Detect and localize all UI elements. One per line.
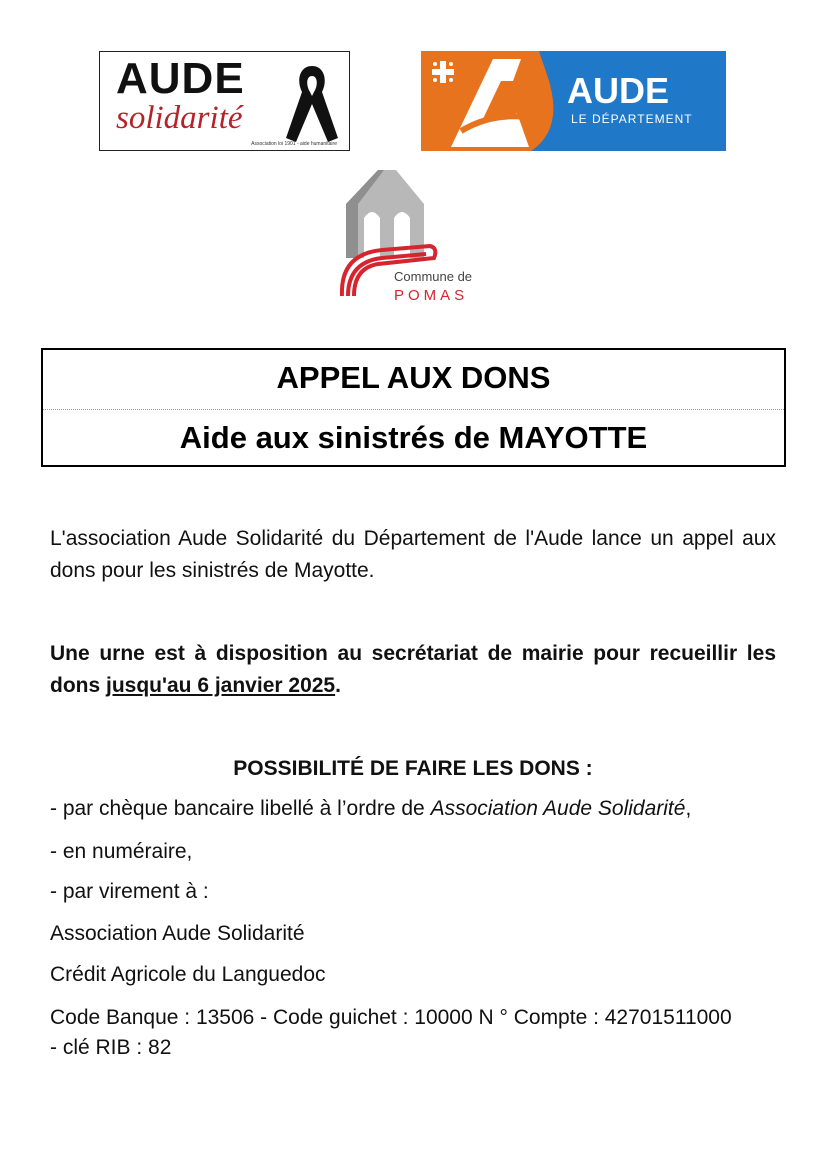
- title-divider: [43, 409, 784, 410]
- aude-solidarite-logo: [99, 51, 350, 151]
- notice-end: .: [335, 674, 341, 697]
- mourning-ribbon-icon: [282, 58, 342, 148]
- option-cheque: [50, 794, 790, 824]
- cheque-suffix: ,: [685, 797, 692, 820]
- options-heading: POSSIBILITÉ DE FAIRE LES DONS :: [233, 757, 593, 780]
- bank-name: Crédit Agricole du Languedoc: [50, 963, 326, 986]
- occitan-cross-icon: [432, 61, 454, 83]
- aude-departement-logo: [421, 51, 726, 151]
- pomas-line2: POMAS: [394, 287, 469, 304]
- commune-pomas-logo: [338, 166, 488, 306]
- notice-text: Une urne est à disposition au secrétariat de mairie pour recueillir les dons: [50, 642, 776, 697]
- page-title: APPEL AUX DONS: [276, 360, 551, 395]
- bank-rib-key: - clé RIB : 82: [50, 1036, 172, 1059]
- notice-paragraph: [50, 638, 776, 702]
- pomas-line1: Commune de: [394, 269, 473, 284]
- page-subtitle: Aide aux sinistrés de MAYOTTE: [179, 420, 648, 455]
- bank-beneficiary: Association Aude Solidarité: [50, 922, 305, 945]
- title-box: [41, 348, 786, 467]
- option-cash: - en numéraire,: [50, 840, 193, 863]
- logo-solidarite-text: solidarité: [116, 100, 243, 136]
- notice-deadline: jusqu'au 6 janvier 2025: [106, 674, 336, 697]
- church-building-icon: [346, 170, 424, 258]
- option-transfer: - par virement à :: [50, 880, 209, 903]
- intro-paragraph: L'association Aude Solidarité du Département de l'Aude lance un appel aux dons pour les sinistrés de Mayotte.: [50, 527, 776, 582]
- bank-details: Code Banque : 13506 - Code guichet : 10000 N ° Compte : 42701511000: [50, 1006, 732, 1029]
- logo-tagline: Association loi 1901 - aide humanitaire: [251, 141, 337, 147]
- logo-aude-text: AUDE: [116, 54, 245, 103]
- logo-aude-dept-name: AUDE: [567, 70, 670, 111]
- cheque-payee: Association Aude Solidarité: [430, 797, 686, 820]
- logo-aude-dept-subtitle: LE DÉPARTEMENT: [571, 112, 693, 126]
- cheque-text: - par chèque bancaire libellé à l’ordre de: [50, 797, 431, 820]
